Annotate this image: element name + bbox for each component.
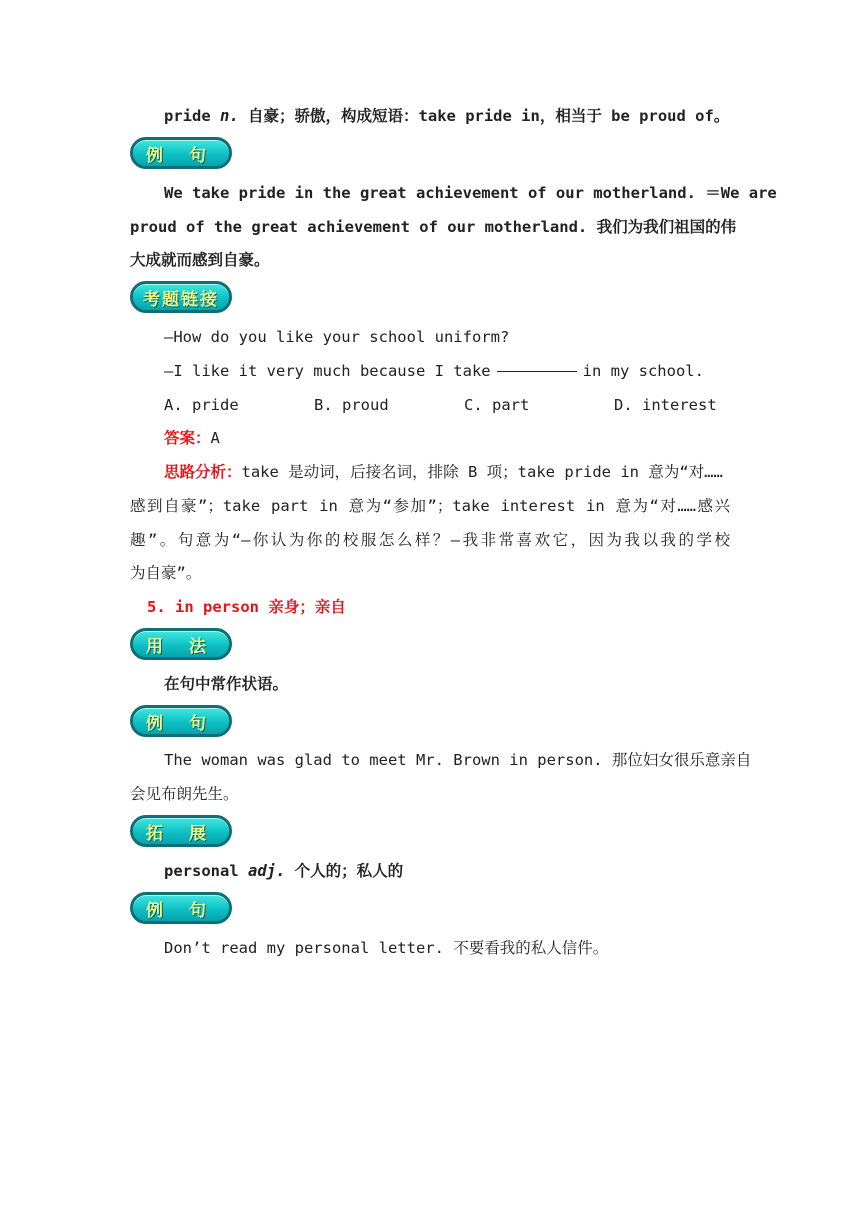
option-a: A. pride xyxy=(164,396,239,414)
example-line-2: proud of the great achievement of our motherland. 我们为我们祖国的伟 xyxy=(130,218,737,236)
part-of-speech: n. xyxy=(220,107,239,125)
extension-pos: adj. xyxy=(248,862,286,880)
example-line-3: 大成就而感到自豪。 xyxy=(130,251,270,269)
analysis-label: 思路分析： xyxy=(164,463,242,481)
analysis-text: take 是动词，后接名词，排除 B 项；take pride in 意为“对…… xyxy=(241,463,723,481)
exam-link-badge: 考题链接 xyxy=(130,281,232,313)
answer-value: A xyxy=(210,429,220,447)
option-d: D. interest xyxy=(614,396,717,414)
extension-word: personal xyxy=(164,862,239,880)
answer-line xyxy=(164,421,764,455)
answer-label: 答案： xyxy=(164,429,211,447)
example-badge: 例 句 xyxy=(130,705,232,737)
example-line-1: The woman was glad to meet Mr. Brown in person. 那位妇女很乐意亲自 xyxy=(164,751,752,769)
example-line-1: We take pride in the great achievement of our motherland. ＝We are xyxy=(164,184,777,202)
question-text-a: —I like it very much because I take xyxy=(164,362,491,380)
analysis-line-4: 为自豪”。 xyxy=(130,564,202,582)
analysis-line-2: 感到自豪”；take part in 意为“参加”；take interest in 意为“对……感兴 xyxy=(130,497,730,515)
example-line-2: 会见布朗先生。 xyxy=(130,785,239,803)
extension-badge: 拓 展 xyxy=(130,815,232,847)
analysis-line-1 xyxy=(164,455,730,489)
question-line-1: —How do you like your school uniform? xyxy=(164,328,510,346)
extension-definition xyxy=(164,854,764,888)
headword: pride xyxy=(164,107,211,125)
answer-blank xyxy=(497,371,577,372)
definition-text: 自豪；骄傲，构成短语：take pride in，相当于 be proud of。 xyxy=(248,107,730,125)
example-badge: 例 句 xyxy=(130,137,232,169)
extension-example: Don’t read my personal letter. 不要看我的私人信件。 xyxy=(164,939,609,957)
usage-text: 在句中常作状语。 xyxy=(164,675,289,693)
pride-definition xyxy=(164,99,764,133)
usage-badge: 用 法 xyxy=(130,628,232,660)
section-title: 5. in person 亲身；亲自 xyxy=(147,598,346,616)
options-row xyxy=(164,388,764,422)
question-line-2 xyxy=(164,354,764,388)
analysis-line-3: 趣”。句意为“—你认为你的校服怎么样？—我非常喜欢它，因为我以我的学校 xyxy=(130,531,730,549)
option-b: B. proud xyxy=(314,396,389,414)
option-c: C. part xyxy=(464,396,530,414)
example-badge: 例 句 xyxy=(130,892,232,924)
question-text-b: in my school. xyxy=(582,362,704,380)
extension-def: 个人的；私人的 xyxy=(294,862,404,880)
